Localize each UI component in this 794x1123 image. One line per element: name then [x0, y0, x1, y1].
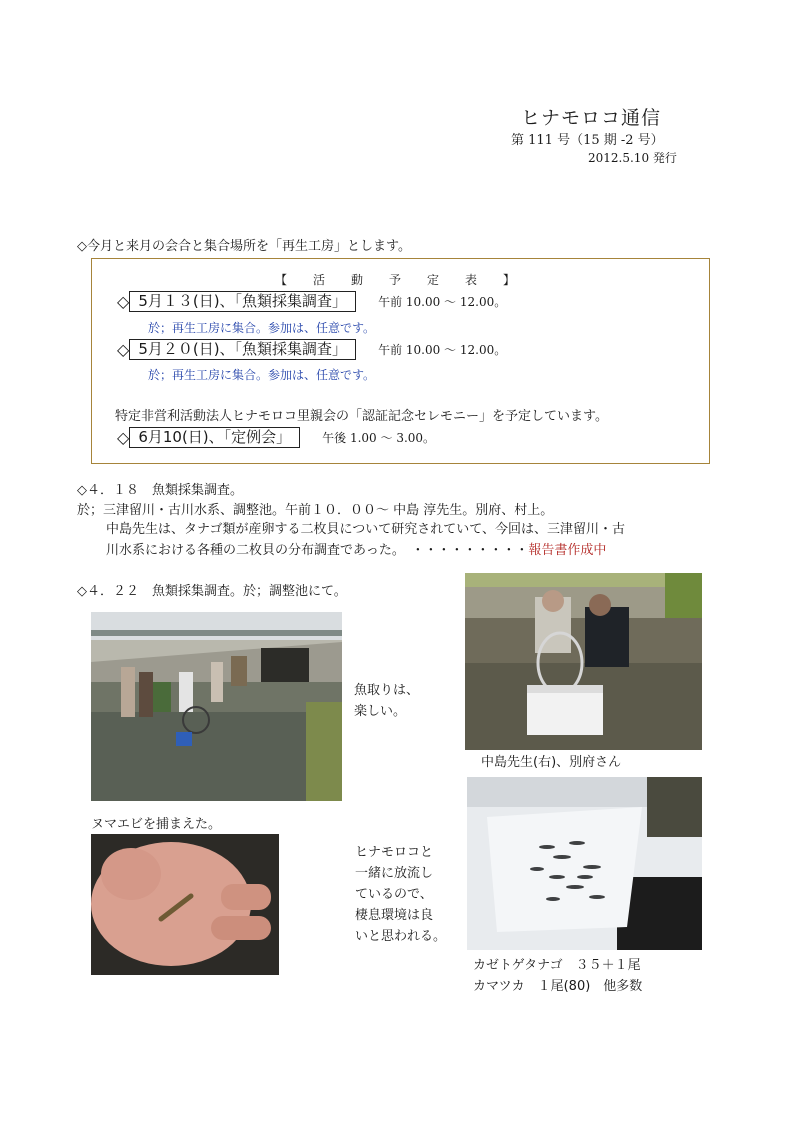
event-time: 午前 10.00 ～ 12.00。	[378, 342, 507, 357]
people-caption: 中島先生(右)、別府さん	[481, 755, 622, 770]
people-photo	[465, 573, 702, 750]
caption-line: ヒナモロコと	[355, 845, 434, 860]
catch-photo	[467, 777, 702, 950]
report-status: 報告書作成中	[528, 543, 607, 558]
schedule-event-3	[117, 426, 435, 448]
caption-line: カゼトゲタナゴ ３５＋１尾	[473, 958, 641, 973]
event-label: 5月２０(日)、「魚類採集調査」	[129, 339, 356, 360]
caption-line: カマツカ １尾(80) 他多数	[473, 979, 643, 994]
fishing-photo	[91, 612, 342, 801]
release-caption	[355, 842, 446, 947]
diamond-bullet: ◇	[117, 427, 130, 447]
event-note: 於；再生工房に集合。参加は、任意です。	[148, 368, 376, 382]
diamond-bullet: ◇	[117, 339, 130, 359]
event-label: 6月10(日)、「定例会」	[129, 427, 300, 448]
schedule-event-1	[117, 290, 506, 312]
meeting-place-notice: ◇今月と来月の会合と集合場所を「再生工房」とします。	[77, 239, 411, 254]
caption-line: ているので、	[355, 887, 433, 902]
schedule-title: 【 活 動 予 定 表 】	[275, 273, 523, 287]
report-1-heading: ◇４．１８ 魚類採集調査。	[77, 483, 243, 498]
shrimp-photo	[91, 834, 279, 975]
newsletter-title: ヒナモロコ通信	[521, 107, 662, 129]
ceremony-notice: 特定非営利活動法人ヒナモロコ里親会の「認証記念セレモニー」を予定しています。	[115, 409, 608, 424]
event-note: 於；再生工房に集合。参加は、任意です。	[148, 321, 376, 335]
report-1-location: 於；三津留川・古川水系、調整池。午前１０．００～ 中島 淳先生。別府、村上。	[77, 503, 554, 518]
fishing-caption	[354, 680, 419, 722]
event-time: 午前 10.00 ～ 12.00。	[378, 294, 507, 309]
caption-line: 一緒に放流し	[355, 866, 434, 881]
report-1-body-text: 川水系における各種の二枚貝の分布調査であった。 ・・・・・・・・・	[106, 543, 529, 558]
report-2-heading: ◇４．２２ 魚類採集調査。於；調整池にて。	[77, 584, 347, 599]
catch-caption	[473, 955, 642, 997]
diamond-bullet: ◇	[117, 291, 130, 311]
issue-date: 2012.5.10 発行	[588, 151, 677, 165]
schedule-event-2	[117, 338, 506, 360]
event-time: 午後 1.00 ～ 3.00。	[322, 430, 436, 445]
caption-line: 楽しい。	[354, 704, 407, 719]
issue-number: 第 111 号（15 期 -2 号）	[511, 133, 664, 148]
event-label: 5月１３(日)、「魚類採集調査」	[129, 291, 356, 312]
report-1-body-line-1: 中島先生は、タナゴ類が産卵する二枚貝について研究されていて、今回は、三津留川・古	[106, 522, 625, 537]
caption-line: 棲息環境は良	[355, 908, 434, 923]
caption-line: いと思われる。	[355, 929, 447, 944]
caption-line: 魚取りは、	[354, 683, 420, 698]
report-1-body-line-2	[106, 539, 606, 558]
shrimp-caption: ヌマエビを捕まえた。	[91, 817, 222, 832]
